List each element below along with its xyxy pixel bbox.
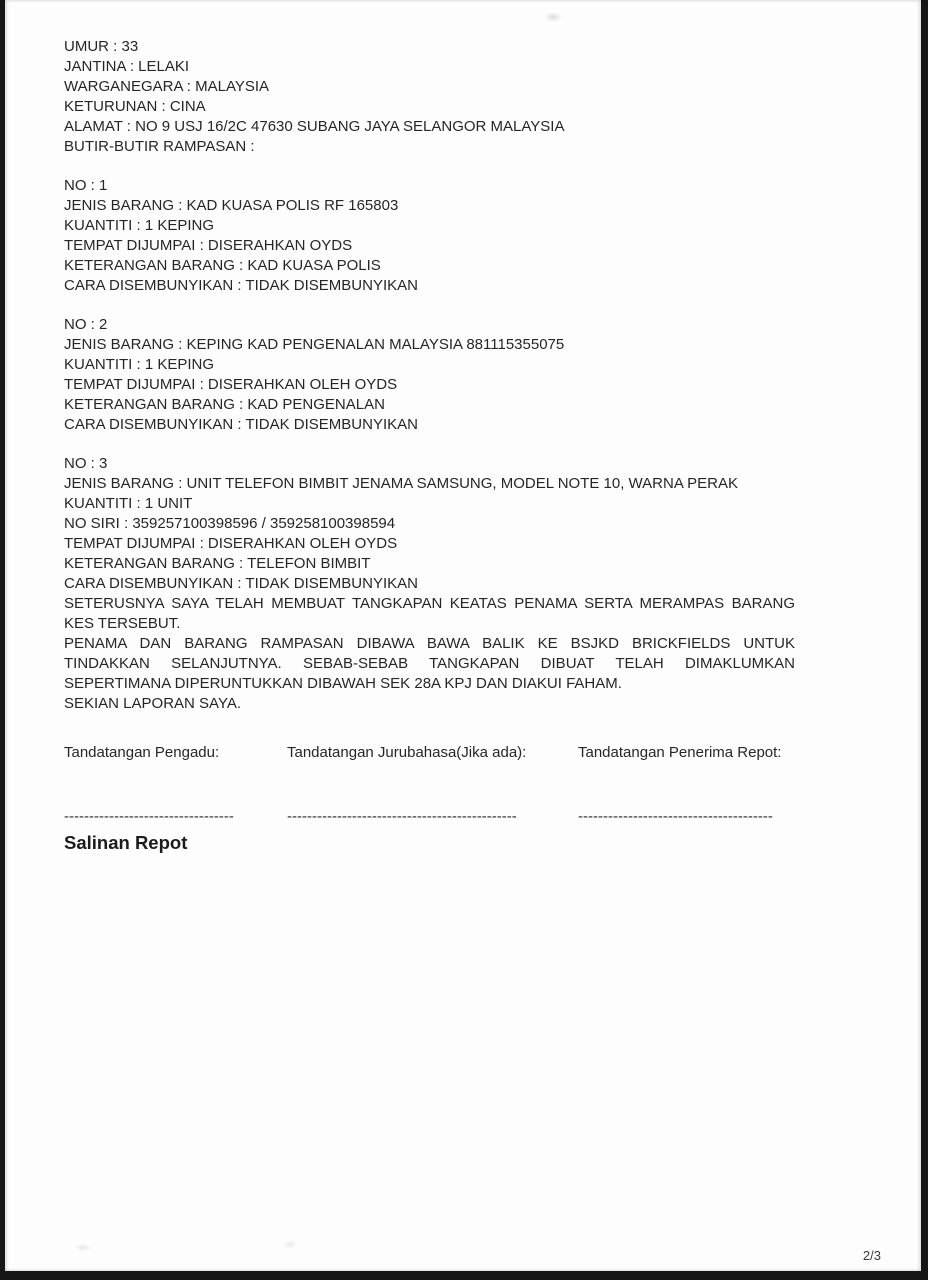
signature-label-interpreter: Tandatangan Jurubahasa(Jika ada): (287, 744, 527, 761)
item-line: CARA DISEMBUNYIKAN : TIDAK DISEMBUNYIKAN (64, 277, 418, 294)
signature-label-receiver: Tandatangan Penerima Repot: (578, 744, 782, 761)
seized-item-2 (64, 315, 795, 435)
item-line: TEMPAT DIJUMPAI : DISERAHKAN OYDS (64, 237, 353, 254)
section-title: BUTIR-BUTIR RAMPASAN : (64, 138, 255, 155)
report-body (64, 37, 795, 854)
signature-labels-row (64, 743, 795, 763)
narrative-paragraph: SETERUSNYA SAYA TELAH MEMBUAT TANGKAPAN KEATAS PENAMA SERTA MERAMPAS BARANG KES TERSEBUT. (64, 595, 795, 632)
item-line: CARA DISEMBUNYIKAN : TIDAK DISEMBUNYIKAN (64, 575, 418, 592)
item-line: KETERANGAN BARANG : TELEFON BIMBIT (64, 555, 371, 572)
signature-line: ---------------------------------- (64, 808, 234, 825)
signature-line: --------------------------------------- (578, 808, 773, 825)
item-line: TEMPAT DIJUMPAI : DISERAHKAN OLEH OYDS (64, 376, 398, 393)
narrative-paragraph: PENAMA DAN BARANG RAMPASAN DIBAWA BAWA BALIK KE BSJKD BRICKFIELDS UNTUK TINDAKKAN SELANJUTNYA. SEBAB-SEBAB TANGKAPAN DIBUAT TELAH DIMAKLUMKAN SEPERTIMANA DIPERUNTUKKAN DIBAWAH SEK 28A KPJ DAN DIAKUI FAHAM. (64, 635, 795, 692)
copy-of-report-heading: Salinan Repot (64, 832, 188, 853)
scan-artifact (283, 1240, 297, 1249)
item-line: TEMPAT DIJUMPAI : DISERAHKAN OLEH OYDS (64, 535, 398, 552)
item-line: NO : 1 (64, 177, 108, 194)
particular-line: WARGANEGARA : MALAYSIA (64, 78, 270, 95)
scan-artifact (544, 12, 562, 22)
particular-line: ALAMAT : NO 9 USJ 16/2C 47630 SUBANG JAYA SELANGOR MALAYSIA (64, 118, 565, 135)
report-page (5, 0, 921, 1271)
page-number: 2/3 (862, 1248, 881, 1263)
item-line: KUANTITI : 1 KEPING (64, 356, 215, 373)
item-line: KUANTITI : 1 KEPING (64, 217, 215, 234)
particular-line: UMUR : 33 (64, 38, 139, 55)
closing-line: SEKIAN LAPORAN SAYA. (64, 695, 242, 712)
item-line: JENIS BARANG : KEPING KAD PENGENALAN MALAYSIA 881115355075 (64, 336, 565, 353)
signature-line: ---------------------------------------------- (287, 808, 517, 825)
item-line: CARA DISEMBUNYIKAN : TIDAK DISEMBUNYIKAN (64, 416, 418, 433)
seized-item-3 (64, 454, 795, 594)
item-line: NO : 3 (64, 455, 108, 472)
item-line: NO SIRI : 359257100398596 / 359258100398594 (64, 515, 396, 532)
scan-artifact (75, 1243, 91, 1252)
item-line: JENIS BARANG : UNIT TELEFON BIMBIT JENAMA SAMSUNG, MODEL NOTE 10, WARNA PERAK (64, 475, 739, 492)
signature-lines-row (64, 807, 795, 827)
particulars-block (64, 37, 795, 137)
signature-label-complainant: Tandatangan Pengadu: (64, 744, 220, 761)
item-line: KETERANGAN BARANG : KAD PENGENALAN (64, 396, 385, 413)
item-line: NO : 2 (64, 316, 108, 333)
item-line: KETERANGAN BARANG : KAD KUASA POLIS (64, 257, 381, 274)
seized-item-1 (64, 176, 795, 296)
particular-line: KETURUNAN : CINA (64, 98, 206, 115)
item-line: KUANTITI : 1 UNIT (64, 495, 193, 512)
item-line: JENIS BARANG : KAD KUASA POLIS RF 165803 (64, 197, 399, 214)
particular-line: JANTINA : LELAKI (64, 58, 190, 75)
